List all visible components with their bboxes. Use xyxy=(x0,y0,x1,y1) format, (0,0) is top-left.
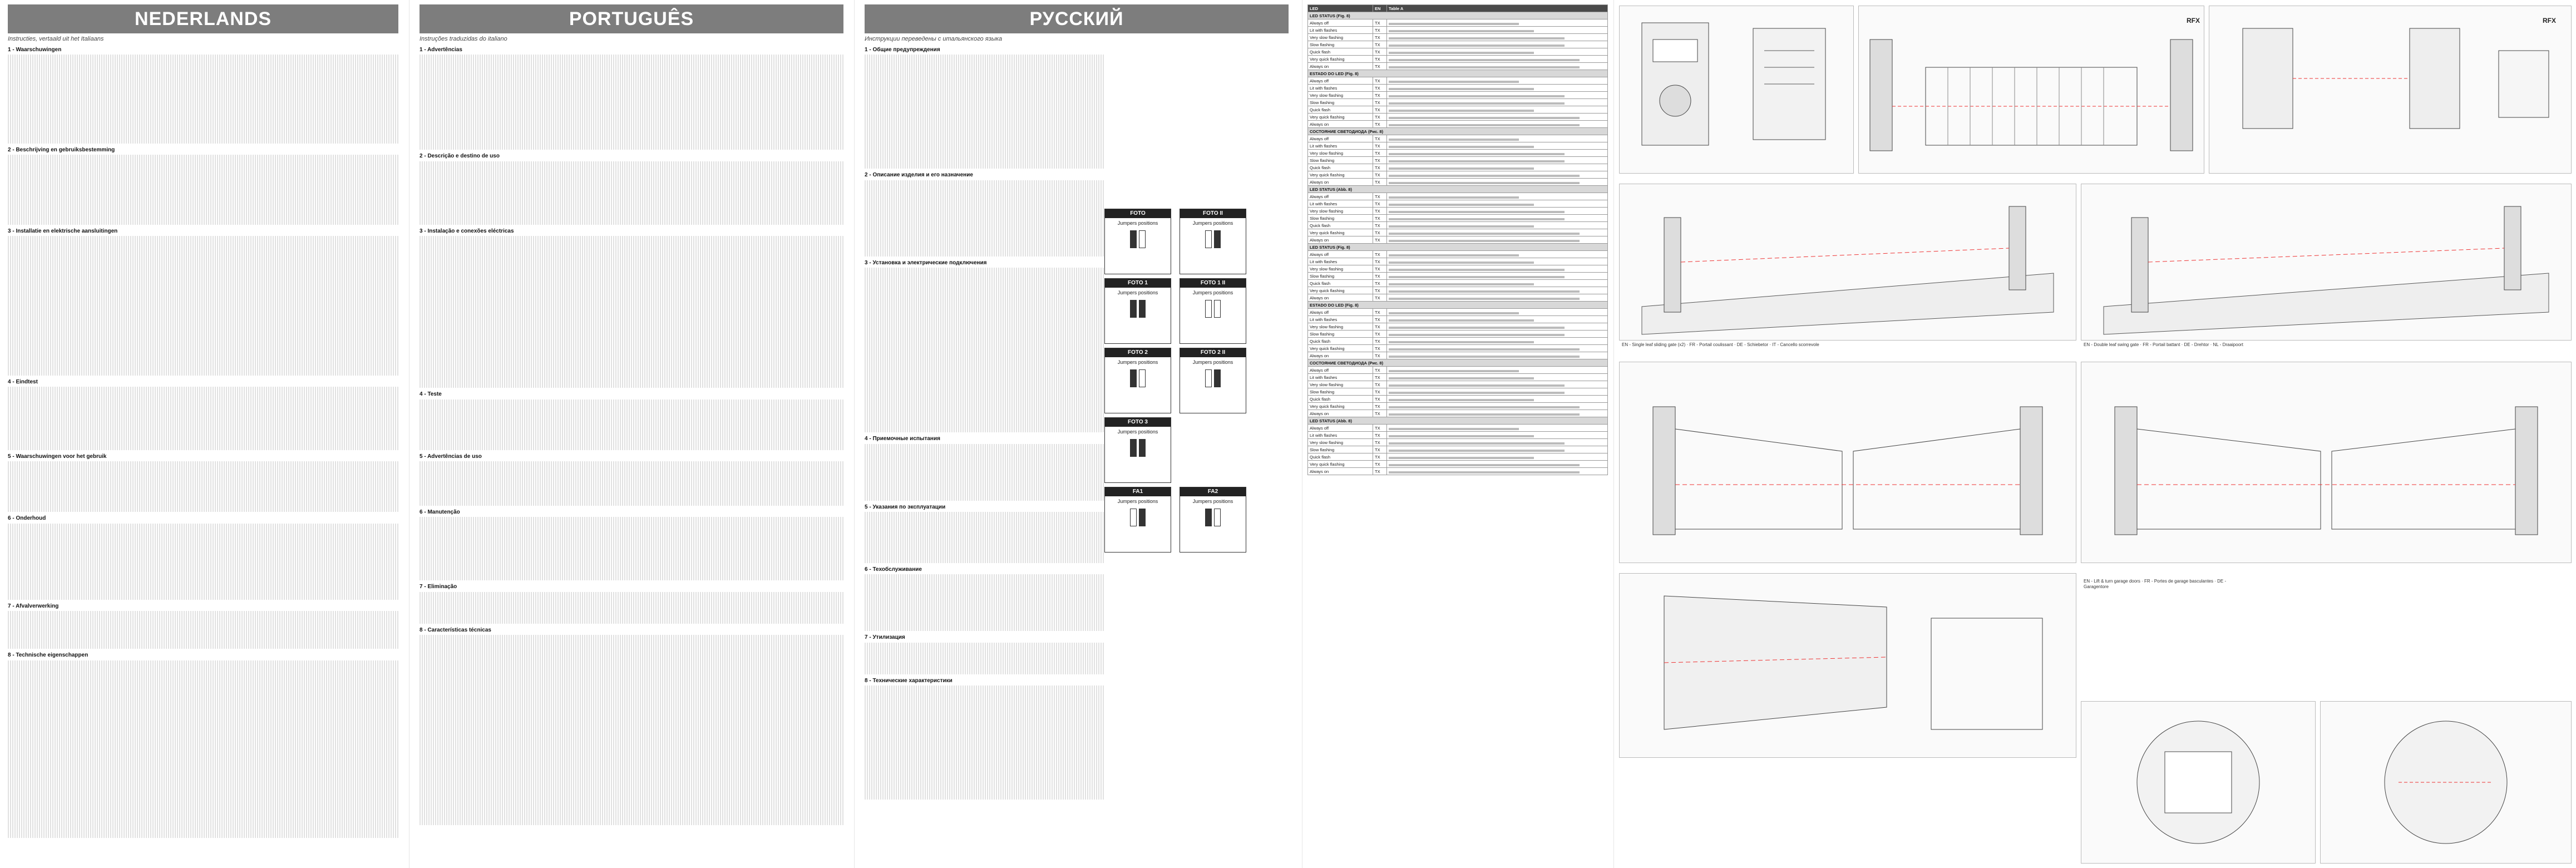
section-heading: 4 - Eindtest xyxy=(8,378,38,385)
figure-gate-perspective-2 xyxy=(2081,184,2572,341)
figure-swing-gate-2 xyxy=(2081,362,2572,563)
jumper-card: FOTO II Jumpers positions xyxy=(1180,209,1246,274)
figure-swing-gate xyxy=(1619,362,2076,563)
table-section-row: СОСТОЯНИЕ СВЕТОДИОДА (Рис. 8) xyxy=(1308,359,1608,367)
subtitle-ru: Инструкции переведены с итальянского языка xyxy=(865,36,1003,42)
jumper-card: FA1 Jumpers positions xyxy=(1104,487,1171,553)
jumper-card: FOTO 3 Jumpers positions xyxy=(1104,417,1171,483)
table-row: Very slow flashing TX xyxy=(1308,381,1608,388)
table-row: Slow flashing TX xyxy=(1308,99,1608,106)
section-heading: 8 - Technische eigenschappen xyxy=(8,652,88,659)
table-row: Very slow flashing TX xyxy=(1308,265,1608,273)
table-section-row: LED STATUS (Abb. 8) xyxy=(1308,186,1608,193)
table-row: Slow flashing TX xyxy=(1308,446,1608,453)
figure-garage-door xyxy=(1619,573,2076,758)
body-text-nl xyxy=(8,47,398,838)
section-heading: 1 - Waarschuwingen xyxy=(8,47,62,53)
table-row: Always on TX xyxy=(1308,294,1608,302)
section-heading: 7 - Утилизация xyxy=(865,634,905,641)
table-row: Slow flashing TX xyxy=(1308,215,1608,222)
figure-photocell-detail xyxy=(1619,6,1854,174)
section-heading: 5 - Указания по эксплуатации xyxy=(865,504,946,511)
table-section-row: LED STATUS (Abb. 8) xyxy=(1308,417,1608,425)
table-row: Slow flashing TX xyxy=(1308,331,1608,338)
section-heading: 3 - Installatie en elektrische aansluitingen xyxy=(8,228,118,234)
column-russian xyxy=(857,0,1296,868)
table-row: Always off TX xyxy=(1308,193,1608,200)
table-row: Always off TX xyxy=(1308,77,1608,85)
figure-caption: EN - Lift & turn garage doors · FR - Portes de garage basculantes · DE - Garagentore xyxy=(2084,579,2227,589)
section-heading: 6 - Техобслуживание xyxy=(865,566,922,573)
table-row: Very quick flashing TX xyxy=(1308,287,1608,294)
table-row: Very quick flashing TX xyxy=(1308,403,1608,410)
table-row: Lit with flashes TX xyxy=(1308,316,1608,323)
table-row: Always on TX xyxy=(1308,468,1608,475)
jumper-card: FOTO 2 II Jumpers positions xyxy=(1180,348,1246,413)
table-row: Very quick flashing TX xyxy=(1308,345,1608,352)
table-row: Quick flash TX xyxy=(1308,280,1608,287)
jumper-card: FOTO 2 Jumpers positions xyxy=(1104,348,1171,413)
section-heading: 6 - Onderhoud xyxy=(8,515,46,522)
body-text-pt xyxy=(420,47,843,825)
table-row: Slow flashing TX xyxy=(1308,41,1608,48)
section-heading: 8 - Технические характеристики xyxy=(865,677,953,684)
table-row: Always on TX xyxy=(1308,236,1608,244)
subtitle-pt: Instruções traduzidas do italiano xyxy=(420,36,507,42)
figure-sliding-gate xyxy=(1858,6,2204,174)
section-heading: 8 - Características técnicas xyxy=(420,627,491,633)
section-heading: 5 - Waarschuwingen voor het gebruik xyxy=(8,453,107,460)
table-row: Quick flash TX xyxy=(1308,453,1608,461)
section-heading: 2 - Beschrijving en gebruiksbestemming xyxy=(8,146,115,153)
table-row: Very quick flashing TX xyxy=(1308,461,1608,468)
label-rfx: RFX xyxy=(2187,17,2200,24)
table-row: Slow flashing TX xyxy=(1308,273,1608,280)
table-row: Lit with flashes TX xyxy=(1308,85,1608,92)
section-heading: 2 - Описание изделия и его назначение xyxy=(865,172,973,179)
table-header: LED EN Table A xyxy=(1308,5,1608,12)
subtitle-nl: Instructies, vertaald uit het Italiaans xyxy=(8,36,104,42)
table-row: Always on TX xyxy=(1308,352,1608,359)
table-row: Quick flash TX xyxy=(1308,164,1608,171)
table-row: Lit with flashes TX xyxy=(1308,374,1608,381)
table-row: Quick flash TX xyxy=(1308,222,1608,229)
table-row: Always off TX xyxy=(1308,135,1608,142)
table-row: Always on TX xyxy=(1308,410,1608,417)
language-banner-ru: РУССКИЙ xyxy=(865,4,1289,33)
led-status-table xyxy=(1307,4,1608,475)
table-section-row: LED STATUS (Fig. 8) xyxy=(1308,12,1608,19)
figure-caption: EN - Single leaf sliding gate (x2) · FR - Portail coulissant · DE - Schiebetor · IT - Cancello scorrevole xyxy=(1622,342,1819,347)
table-row: Very slow flashing TX xyxy=(1308,208,1608,215)
column-dutch xyxy=(0,0,406,868)
section-heading: 4 - Teste xyxy=(420,391,442,398)
figure-gate-perspective-1 xyxy=(1619,184,2076,341)
section-heading: 1 - Advertências xyxy=(420,47,462,53)
body-text-ru xyxy=(865,47,1104,800)
jumper-card: FOTO 1 II Jumpers positions xyxy=(1180,278,1246,344)
table-row: Very quick flashing TX xyxy=(1308,171,1608,179)
table-row: Lit with flashes TX xyxy=(1308,142,1608,150)
table-row: Always on TX xyxy=(1308,179,1608,186)
table-row: Always off TX xyxy=(1308,367,1608,374)
table-row: Very slow flashing TX xyxy=(1308,323,1608,331)
language-banner-pt: PORTUGUÊS xyxy=(420,4,843,33)
table-section-row: СОСТОЯНИЕ СВЕТОДИОДА (Рис. 8) xyxy=(1308,128,1608,135)
table-row: Slow flashing TX xyxy=(1308,388,1608,396)
table-section-row: ESTADO DO LED (Fig. 8) xyxy=(1308,302,1608,309)
table-row: Always on TX xyxy=(1308,63,1608,70)
section-heading: 7 - Eliminação xyxy=(420,584,457,590)
table-row: Lit with flashes TX xyxy=(1308,258,1608,265)
table-row: Always off TX xyxy=(1308,309,1608,316)
table-row: Very slow flashing TX xyxy=(1308,92,1608,99)
table-row: Very quick flashing TX xyxy=(1308,56,1608,63)
table-section-row: ESTADO DO LED (Fig. 8) xyxy=(1308,70,1608,77)
figure-detail-1 xyxy=(2081,701,2316,864)
jumper-card: FOTO Jumpers positions xyxy=(1104,209,1171,274)
section-heading: 5 - Advertências de uso xyxy=(420,453,482,460)
section-heading: 6 - Manutenção xyxy=(420,509,460,516)
language-banner-nl: NEDERLANDS xyxy=(8,4,398,33)
table-row: Quick flash TX xyxy=(1308,338,1608,345)
table-row: Always on TX xyxy=(1308,121,1608,128)
table-row: Slow flashing TX xyxy=(1308,157,1608,164)
table-row: Lit with flashes TX xyxy=(1308,432,1608,439)
column-portuguese xyxy=(412,0,851,868)
section-heading: 1 - Общие предупреждения xyxy=(865,47,940,53)
figure-rfx-install xyxy=(2209,6,2572,174)
table-row: Always off TX xyxy=(1308,251,1608,258)
table-section-row: LED STATUS (Fig. 8) xyxy=(1308,244,1608,251)
section-heading: 2 - Descrição e destino de uso xyxy=(420,153,500,160)
jumper-card: FOTO 1 Jumpers positions xyxy=(1104,278,1171,344)
table-row: Quick flash TX xyxy=(1308,106,1608,114)
table-row: Lit with flashes TX xyxy=(1308,200,1608,208)
table-row: Always off TX xyxy=(1308,425,1608,432)
table-row: Quick flash TX xyxy=(1308,396,1608,403)
figure-detail-2 xyxy=(2320,701,2572,864)
table-row: Lit with flashes TX xyxy=(1308,27,1608,34)
table-row: Very slow flashing TX xyxy=(1308,439,1608,446)
figure-caption: EN - Double leaf swing gate · FR - Portail battant · DE - Drehtor · NL - Draaipoort xyxy=(2084,342,2243,347)
table-row: Quick flash TX xyxy=(1308,48,1608,56)
section-heading: 3 - Instalação e conexões eléctricas xyxy=(420,228,514,234)
jumper-card: FA2 Jumpers positions xyxy=(1180,487,1246,553)
section-heading: 4 - Приемочные испытания xyxy=(865,436,940,442)
table-row: Very quick flashing TX xyxy=(1308,229,1608,236)
table-row: Very quick flashing TX xyxy=(1308,114,1608,121)
label-rfx: RFX xyxy=(2543,17,2556,24)
table-row: Very slow flashing TX xyxy=(1308,34,1608,41)
table-row: Very slow flashing TX xyxy=(1308,150,1608,157)
section-heading: 3 - Установка и электрические подключения xyxy=(865,259,987,266)
section-heading: 7 - Afvalverwerking xyxy=(8,603,59,609)
table-row: Always off TX xyxy=(1308,19,1608,27)
